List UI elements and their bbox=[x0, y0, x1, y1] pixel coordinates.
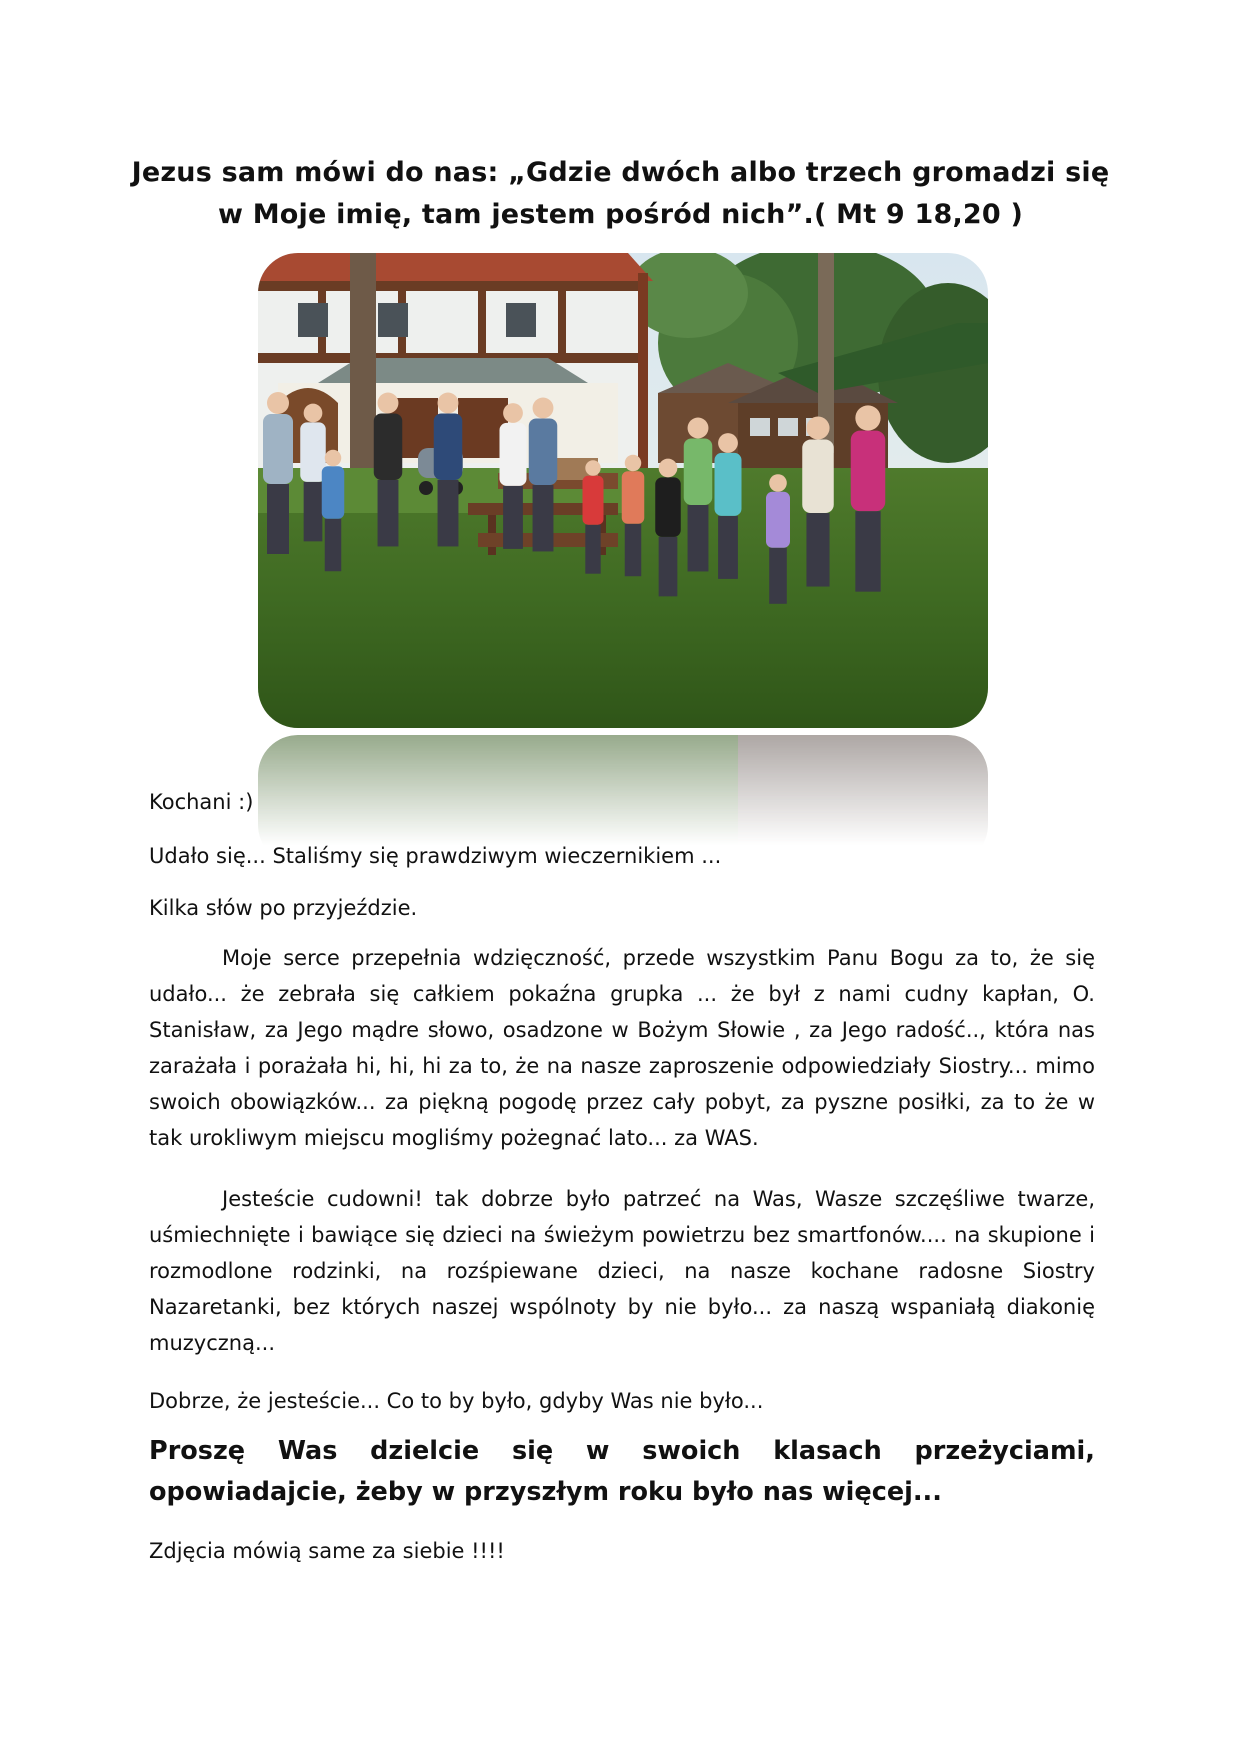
body-line-1: Udało się... Staliśmy się prawdziwym wieczernikiem ... bbox=[149, 844, 722, 868]
person-figure bbox=[529, 398, 558, 552]
person-figure bbox=[434, 393, 463, 547]
person-figure bbox=[374, 393, 403, 547]
person-figure bbox=[322, 450, 345, 572]
group-photo-frame bbox=[258, 253, 988, 728]
greeting: Kochani :) bbox=[149, 790, 254, 814]
page-title bbox=[120, 152, 1121, 236]
title-line-1: Jezus sam mówi do nas: „Gdzie dwóch albo trzech gromadzi się bbox=[131, 157, 1110, 188]
group-photo bbox=[258, 253, 988, 728]
person-figure bbox=[851, 405, 886, 591]
body-line-2: Kilka słów po przyjeździe. bbox=[149, 896, 418, 920]
person-figure bbox=[500, 403, 527, 549]
closing-line: Zdjęcia mówią same za siebie !!!! bbox=[149, 1539, 505, 1563]
person-figure bbox=[655, 459, 681, 597]
title-line-2: w Moje imię, tam jestem pośród nich”.( Mt 9 18,20 ) bbox=[217, 199, 1024, 230]
person-figure bbox=[802, 416, 834, 586]
appeal: Proszę Was dzielcie się w swoich klasach przeżyciami, opowiadajcie, żeby w przyszłym roku było nas więcej... bbox=[149, 1436, 1095, 1507]
person-figure bbox=[715, 433, 742, 579]
person-figure bbox=[583, 460, 604, 573]
body-line-3: Dobrze, że jesteście... Co to by było, gdyby Was nie było... bbox=[149, 1389, 764, 1413]
person-figure bbox=[263, 392, 293, 554]
person-figure bbox=[766, 474, 790, 604]
person-figure bbox=[622, 455, 645, 577]
paragraph-1: Moje serce przepełnia wdzięczność, przede wszystkim Panu Bogu za to, że się udało... że zebrała się całkiem pokaźna grupka ... że był z nami cudny kapłan, O. Stanisław, za Jego mądre słowo, osadzone w Bożym Słowie , za Jego radość.., która nas zarażała i porażała hi, hi, hi za to, że na nasze zaproszenie odpowiedziały Siostry... mimo swoich obowiązków... za piękną pogodę przez cały pobyt, za pyszne posiłki, za to że w tak urokliwym miejscu mogliśmy pożegnać lato... za WAS. bbox=[149, 946, 1095, 1150]
person-figure bbox=[684, 418, 713, 572]
paragraph-2: Jesteście cudowni! tak dobrze było patrzeć na Was, Wasze szczęśliwe twarze, uśmiechnięte i bawiące się dzieci na świeżym powietrzu bez smartfonów.... na skupione i rozmodlone rodzinki, na rozśpiewane dzieci, na nasze kochane radosne Siostry Nazaretanki, bez których naszej wspólnoty by nie było... za naszą wspaniałą diakonię muzyczną... bbox=[149, 1187, 1095, 1355]
